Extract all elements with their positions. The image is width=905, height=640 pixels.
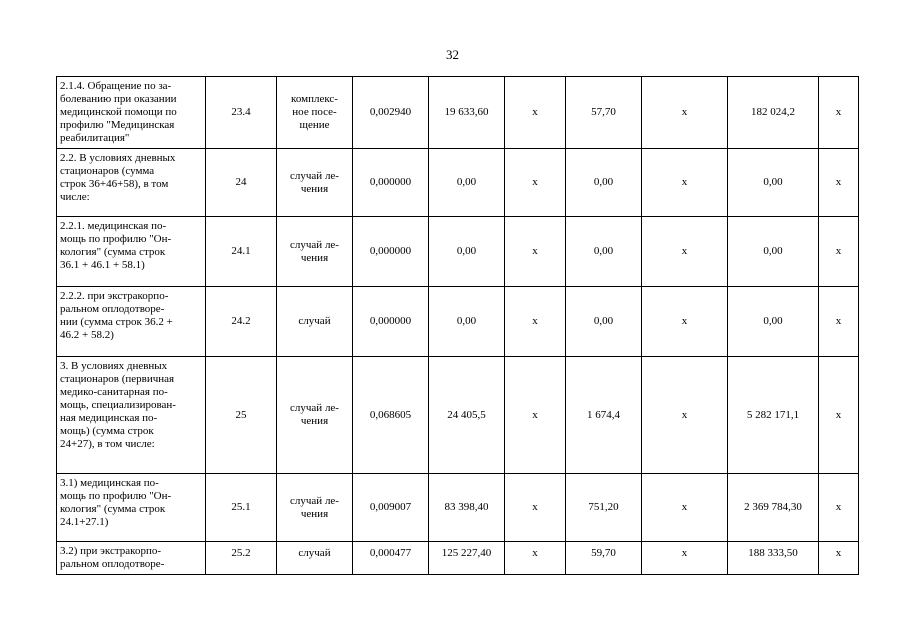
col6-cell: х	[505, 149, 566, 217]
col9-cell: 0,00	[728, 217, 819, 287]
table-row	[57, 474, 859, 542]
norm-cell: 0,000000	[353, 217, 429, 287]
col7-cell: 0,00	[566, 287, 642, 357]
col8-cell: х	[642, 217, 728, 287]
cost-cell: 0,00	[429, 217, 505, 287]
col6-cell: х	[505, 77, 566, 149]
table-row	[57, 217, 859, 287]
cost-cell: 24 405,5	[429, 357, 505, 474]
col7-cell: 59,70	[566, 542, 642, 575]
row-code-cell: 23.4	[206, 77, 277, 149]
norm-cell: 0,000477	[353, 542, 429, 575]
unit-cell: случай	[277, 542, 353, 575]
row-name-cell: 2.2.2. при экстракорпо- ральном оплодотворе- нии (сумма строк 36.2 + 46.2 + 58.2)	[57, 287, 206, 357]
norm-cell: 0,068605	[353, 357, 429, 474]
col8-cell: х	[642, 77, 728, 149]
row-code-cell: 24	[206, 149, 277, 217]
table-row	[57, 287, 859, 357]
col9-cell: 0,00	[728, 287, 819, 357]
col10-cell: х	[819, 357, 859, 474]
col9-cell: 0,00	[728, 149, 819, 217]
row-code-cell: 25.2	[206, 542, 277, 575]
row-name-cell: 2.2.1. медицинская по- мощь по профилю "Он- кология" (сумма строк 36.1 + 46.1 + 58.1)	[57, 217, 206, 287]
col10-cell: х	[819, 217, 859, 287]
col6-cell: х	[505, 357, 566, 474]
unit-cell: случай ле- чения	[277, 149, 353, 217]
cost-cell: 83 398,40	[429, 474, 505, 542]
col6-cell: х	[505, 217, 566, 287]
col7-cell: 0,00	[566, 149, 642, 217]
norm-cell: 0,000000	[353, 149, 429, 217]
cost-cell: 125 227,40	[429, 542, 505, 575]
col9-cell: 2 369 784,30	[728, 474, 819, 542]
col7-cell: 57,70	[566, 77, 642, 149]
cost-cell: 0,00	[429, 287, 505, 357]
col6-cell: х	[505, 542, 566, 575]
row-name-cell: 3.1) медицинская по- мощь по профилю "Он- кология" (сумма строк 24.1+27.1)	[57, 474, 206, 542]
row-code-cell: 24.2	[206, 287, 277, 357]
col8-cell: х	[642, 357, 728, 474]
col8-cell: х	[642, 287, 728, 357]
unit-cell: случай	[277, 287, 353, 357]
row-name-cell: 2.1.4. Обращение по за- болеванию при оказании медицинской помощи по профилю "Медицинская реабилитация"	[57, 77, 206, 149]
col7-cell: 1 674,4	[566, 357, 642, 474]
table-row	[57, 149, 859, 217]
row-name-cell: 3. В условиях дневных стационаров (первичная медико-санитарная по- мощь, специализирован- ная медицинская по- мощь) (сумма строк 24+27), в том числе:	[57, 357, 206, 474]
col6-cell: х	[505, 287, 566, 357]
unit-cell: случай ле- чения	[277, 357, 353, 474]
col8-cell: х	[642, 149, 728, 217]
table-row	[57, 357, 859, 474]
cost-cell: 19 633,60	[429, 77, 505, 149]
col10-cell: х	[819, 287, 859, 357]
col7-cell: 0,00	[566, 217, 642, 287]
row-code-cell: 25.1	[206, 474, 277, 542]
col9-cell: 5 282 171,1	[728, 357, 819, 474]
table-row	[57, 77, 859, 149]
col10-cell: х	[819, 474, 859, 542]
data-table	[56, 76, 859, 575]
norm-cell: 0,002940	[353, 77, 429, 149]
row-name-cell: 2.2. В условиях дневных стационаров (сумма строк 36+46+58), в том числе:	[57, 149, 206, 217]
cost-cell: 0,00	[429, 149, 505, 217]
table-body	[57, 77, 859, 575]
col9-cell: 182 024,2	[728, 77, 819, 149]
page-number: 32	[446, 47, 459, 62]
col8-cell: х	[642, 474, 728, 542]
row-code-cell: 25	[206, 357, 277, 474]
norm-cell: 0,009007	[353, 474, 429, 542]
row-name-cell: 3.2) при экстракорпо- ральном оплодотворе-	[57, 542, 206, 575]
unit-cell: комплекс- ное посе- щение	[277, 77, 353, 149]
col10-cell: х	[819, 149, 859, 217]
col7-cell: 751,20	[566, 474, 642, 542]
unit-cell: случай ле- чения	[277, 217, 353, 287]
col8-cell: х	[642, 542, 728, 575]
col10-cell: х	[819, 542, 859, 575]
col9-cell: 188 333,50	[728, 542, 819, 575]
col6-cell: х	[505, 474, 566, 542]
norm-cell: 0,000000	[353, 287, 429, 357]
col10-cell: х	[819, 77, 859, 149]
table-row	[57, 542, 859, 575]
row-code-cell: 24.1	[206, 217, 277, 287]
unit-cell: случай ле- чения	[277, 474, 353, 542]
